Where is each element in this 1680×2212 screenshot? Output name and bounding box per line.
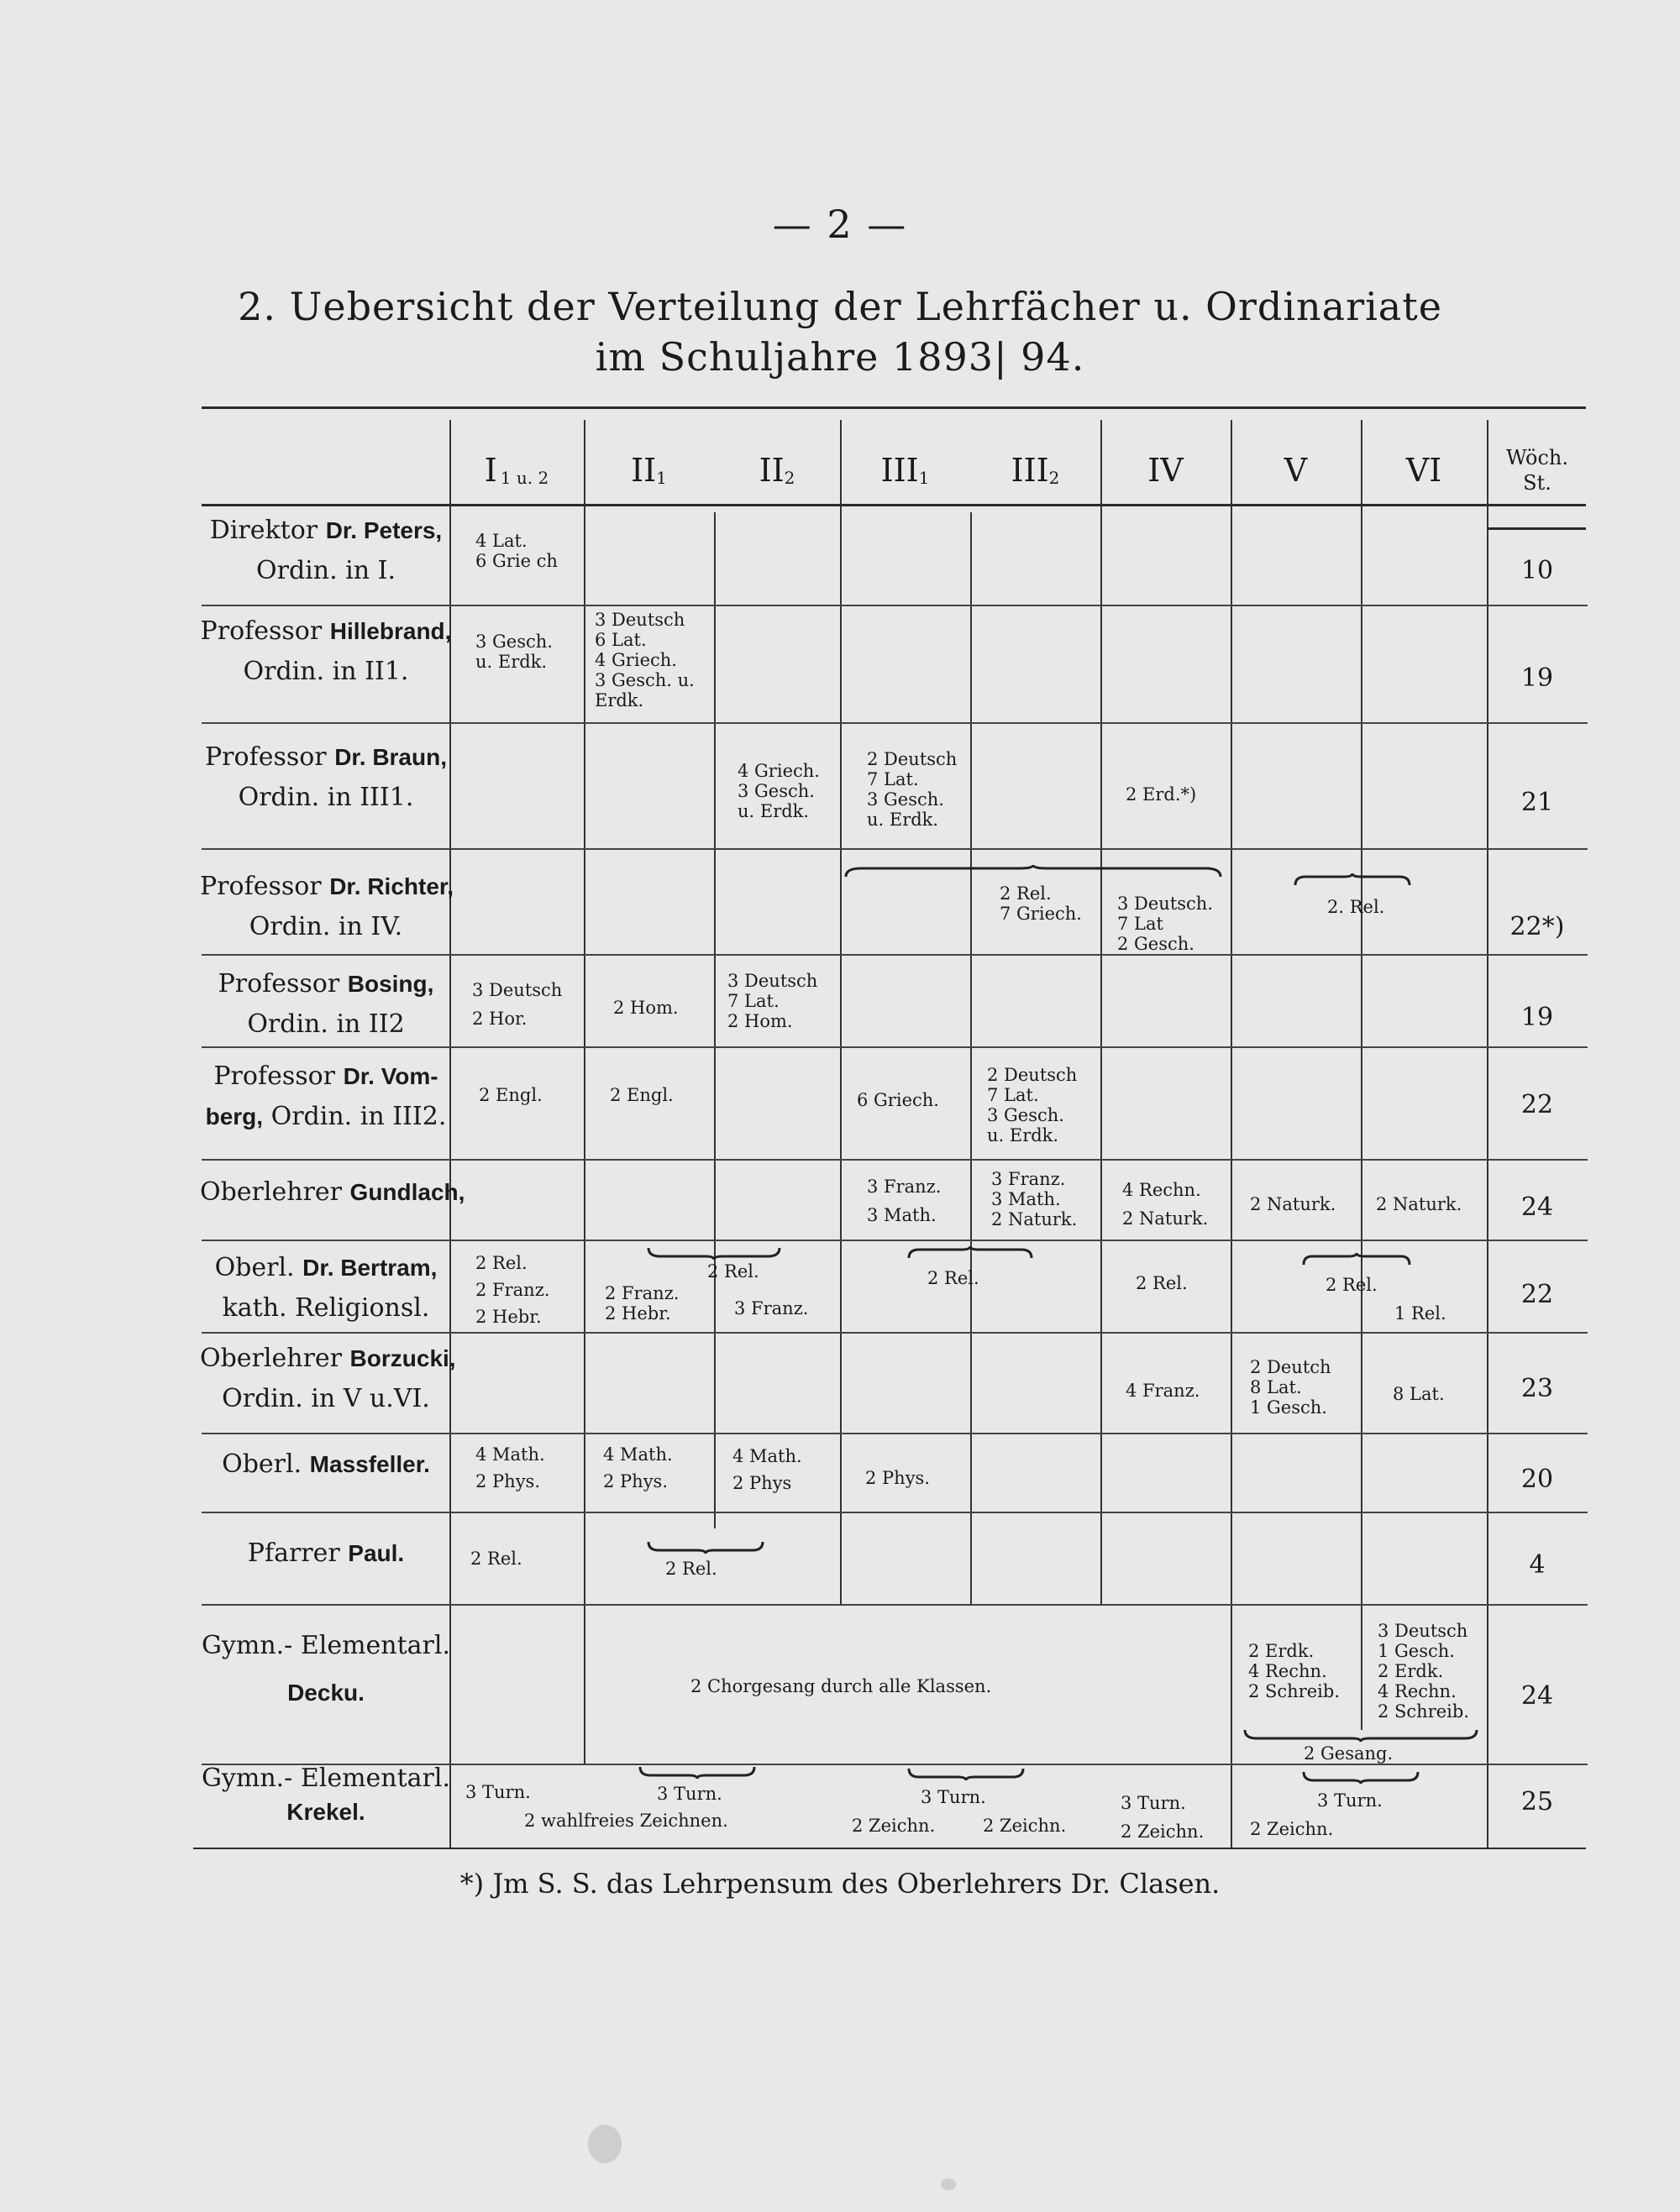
cell-line: 4 Rechn.	[1378, 1681, 1457, 1701]
brace-paul-II	[647, 1538, 764, 1554]
cell-vomberg-III2	[987, 1065, 1077, 1145]
cell-line: 2 Hebr.	[475, 1307, 542, 1327]
cell-line: 2 Rel.	[1136, 1273, 1188, 1293]
teacher-role: Ordin. in V u.VI.	[222, 1384, 430, 1413]
brace-krekel-II	[638, 1764, 756, 1779]
cell-krekel-I	[465, 1782, 531, 1802]
cell-richter-III2	[1000, 883, 1082, 924]
cell-bertram-II2	[734, 1298, 808, 1318]
column-header-VI: VI	[1405, 452, 1442, 489]
cell-line: 2 Gesang.	[1304, 1743, 1394, 1764]
cell-line: 2 Schreib.	[1248, 1681, 1341, 1701]
brace-richter-III-IV	[844, 865, 1222, 880]
cell-line: 3 Deutsch	[472, 980, 563, 1000]
cell-line: 2 Gesch.	[1117, 934, 1194, 954]
cell-braun-IV	[1126, 784, 1196, 805]
cell-line: 2 Hom.	[727, 1011, 793, 1031]
cell-line: 2 Zeichn.	[1250, 1819, 1334, 1839]
hours-value: 25	[1520, 1787, 1554, 1816]
brace-decku-V-VI	[1243, 1727, 1478, 1742]
cell-line: 4 Griech.	[595, 650, 677, 670]
cell-line: 2 Engl.	[610, 1085, 674, 1105]
teacher-name: Dr. Peters,	[325, 517, 443, 543]
cell-line: 7 Lat.	[987, 1085, 1039, 1105]
cell-line: 7 Griech.	[1000, 904, 1082, 924]
column-header-III2-label: III	[1011, 452, 1049, 489]
cell-line: 3 Math.	[991, 1189, 1061, 1209]
column-header-II2	[714, 437, 840, 504]
teacher-bertram	[200, 1248, 452, 1329]
cell-massfeller-II2	[732, 1443, 802, 1497]
row-divider	[202, 1604, 1588, 1606]
cell-krekel-II-span	[657, 1784, 722, 1804]
cell-bosing-I	[472, 976, 562, 1033]
cell-line: 4 Rechn.	[1248, 1661, 1327, 1681]
row-divider	[202, 1512, 1588, 1513]
cell-line: 3 Turn.	[657, 1784, 722, 1804]
brace-bertram-III	[907, 1246, 1033, 1261]
cell-line: 2 Naturk.	[1250, 1194, 1336, 1214]
teacher-name: Decku.	[287, 1680, 365, 1706]
bottom-rule	[193, 1848, 1586, 1849]
cell-bertram-II1	[605, 1283, 679, 1324]
cell-krekel-III1	[852, 1816, 935, 1836]
cell-line: 3 Gesch. u.	[595, 670, 695, 690]
row-divider	[202, 605, 1588, 606]
cell-krekel-V-VI-span	[1317, 1790, 1383, 1811]
teacher-line	[200, 1056, 452, 1097]
teacher-borzucki	[200, 1339, 456, 1419]
teacher-name: berg,	[205, 1103, 264, 1130]
cell-line: 2 Rel.	[1326, 1275, 1378, 1295]
teacher-decku	[200, 1622, 452, 1717]
teacher-name: Dr. Richter,	[329, 873, 454, 899]
row-divider	[202, 848, 1588, 850]
hours-value: 22*)	[1509, 912, 1565, 941]
cell-line: u. Erdk.	[475, 652, 548, 672]
cell-line: 2 Zeichn.	[1121, 1821, 1205, 1842]
paper-stain	[588, 2125, 622, 2163]
hours-value: 23	[1520, 1374, 1554, 1403]
brace-krekel-V-VI	[1302, 1769, 1420, 1784]
cell-line: 3 Gesch.	[987, 1105, 1064, 1125]
cell-line: 2 Deutsch	[867, 749, 958, 769]
hours-value: 19	[1520, 1003, 1554, 1032]
brace-krekel-III	[907, 1765, 1025, 1780]
column-header-II1-sub: 1	[656, 468, 667, 488]
teacher-line	[200, 1339, 456, 1379]
cell-vomberg-I	[479, 1085, 543, 1105]
cell-line: 3 Turn.	[921, 1787, 986, 1807]
cell-line: 2 Schreib.	[1378, 1701, 1470, 1722]
teacher-title: Professor	[205, 742, 335, 772]
hours-value: 4	[1529, 1550, 1546, 1580]
cell-line: 4 Franz.	[1126, 1381, 1200, 1401]
cell-line: 2 Zeichn.	[983, 1816, 1067, 1836]
teacher-name: Bosing,	[347, 971, 434, 997]
cell-line: 2 Phys.	[865, 1468, 931, 1488]
hours-value: 22	[1520, 1280, 1554, 1309]
teacher-role: Ordin. in III1.	[238, 783, 414, 812]
cell-peters-I	[475, 531, 558, 571]
teacher-title: Professor	[200, 872, 330, 901]
column-header-III2	[970, 437, 1100, 504]
cell-braun-II2	[738, 761, 820, 821]
teacher-line	[200, 1097, 452, 1137]
cell-line: 3 Deutsch.	[1117, 894, 1214, 914]
cell-massfeller-I	[475, 1441, 545, 1495]
cell-krekel-IV	[1121, 1789, 1204, 1846]
cell-gundlach-IV	[1122, 1176, 1208, 1233]
teacher-line	[200, 611, 452, 652]
cell-line: 2 Deutsch	[987, 1065, 1078, 1085]
cell-line: 6 Griech.	[857, 1090, 939, 1110]
cell-hillebrand-I	[475, 632, 553, 672]
teacher-line	[200, 1444, 452, 1485]
column-divider	[714, 512, 716, 1528]
teacher-massfeller	[200, 1444, 452, 1485]
cell-decku-VI	[1378, 1621, 1469, 1722]
cell-line: 3 Franz.	[991, 1169, 1066, 1189]
column-header-IV: IV	[1147, 452, 1184, 489]
cell-bertram-II-span	[707, 1261, 759, 1282]
teacher-title: Professor	[218, 969, 348, 999]
column-divider	[1231, 420, 1232, 1848]
column-divider	[1361, 420, 1362, 1730]
hours-value: 24	[1520, 1681, 1554, 1711]
cell-line: 2 Naturk.	[1376, 1194, 1462, 1214]
cell-gundlach-III2	[991, 1169, 1077, 1229]
cell-krekel-V	[1250, 1819, 1333, 1839]
cell-bertram-V-VI-span	[1326, 1275, 1378, 1295]
cell-line: 2 Rel.	[927, 1268, 979, 1288]
cell-line: 2 Hebr.	[605, 1303, 671, 1324]
cell-richter-IV	[1117, 894, 1213, 954]
cell-line: 3 Deutsch	[727, 971, 818, 991]
teacher-line	[200, 964, 452, 1004]
cell-paul-I	[470, 1549, 522, 1569]
footnote: *) Jm S. S. das Lehrpensum des Oberlehrers Dr. Clasen.	[459, 1868, 1221, 1900]
cell-line: 1 Rel.	[1394, 1303, 1446, 1324]
teacher-name: Massfeller.	[309, 1451, 430, 1477]
teacher-title: Oberlehrer	[200, 1344, 350, 1373]
cell-line: 2 Rel.	[707, 1261, 759, 1282]
cell-line: 2 Engl.	[479, 1085, 543, 1105]
row-divider	[202, 1159, 1588, 1161]
row-divider	[202, 954, 1588, 956]
cell-line: 2 Rel.	[470, 1549, 522, 1569]
teacher-title: Professor	[213, 1061, 344, 1091]
cell-gundlach-VI	[1376, 1194, 1462, 1214]
cell-line: 3 Franz.	[734, 1298, 809, 1318]
column-header-II1-label: II	[631, 452, 657, 489]
teacher-line	[200, 511, 452, 551]
teacher-role: Ordin. in II1.	[243, 657, 409, 686]
teacher-title: Gymn.- Elementarl.	[201, 1764, 451, 1793]
cell-paul-II-span	[665, 1559, 717, 1579]
cell-line: 3 Deutsch	[1378, 1621, 1468, 1641]
hours-value: 20	[1520, 1465, 1554, 1494]
row-divider	[202, 1332, 1588, 1334]
cell-bosing-II1	[613, 998, 679, 1018]
cell-line: 3 Turn.	[1121, 1793, 1186, 1813]
cell-line: 7 Lat.	[727, 991, 780, 1011]
column-header-III2-sub: 2	[1048, 468, 1060, 488]
top-rule	[202, 406, 1586, 409]
cell-line: 2 Franz.	[475, 1280, 550, 1300]
cell-line: 2 Erdk.	[1248, 1641, 1315, 1661]
cell-bertram-III-span	[927, 1268, 979, 1288]
teacher-role: Ordin. in IV.	[249, 912, 403, 941]
teacher-title: Direktor	[209, 516, 326, 545]
teacher-richter	[200, 867, 452, 947]
cell-line: 2 Rel.	[475, 1253, 528, 1273]
teacher-name: Krekel.	[286, 1799, 365, 1825]
column-header-II1	[584, 437, 714, 504]
teacher-name: Paul.	[348, 1540, 405, 1566]
cell-borzucki-V	[1250, 1357, 1331, 1418]
cell-line: 3 Franz.	[867, 1177, 942, 1197]
column-divider	[1100, 420, 1102, 1604]
teacher-hillebrand	[200, 611, 452, 692]
teacher-role: Ordin. in III2.	[263, 1102, 447, 1131]
cell-bertram-I	[475, 1250, 549, 1330]
row-divider	[202, 722, 1588, 724]
cell-borzucki-VI	[1393, 1384, 1445, 1404]
cell-richter-V-VI	[1327, 897, 1384, 917]
teacher-line	[200, 867, 452, 907]
cell-line: 2 Rel.	[1000, 883, 1052, 904]
column-divider	[840, 420, 842, 1604]
cell-line: 2 Hom.	[613, 998, 679, 1018]
cell-line: 2 Deutch	[1250, 1357, 1331, 1377]
cell-line: 3 Deutsch	[595, 610, 685, 630]
cell-line: 3 Gesch.	[738, 781, 815, 801]
cell-krekel-I-II-span	[524, 1811, 728, 1831]
cell-line: 2 Hor.	[472, 1009, 528, 1029]
column-header-III1-label: III	[880, 452, 919, 489]
teacher-name: Gundlach,	[349, 1179, 465, 1205]
cell-line: 6 Lat.	[595, 630, 647, 650]
cell-vomberg-II1	[610, 1085, 674, 1105]
column-header-hours	[1487, 437, 1588, 504]
brace-richter-V-VI	[1294, 873, 1411, 888]
cell-line: 2 Franz.	[605, 1283, 680, 1303]
row-divider	[202, 1046, 1588, 1048]
teacher-name: Borzucki,	[349, 1345, 456, 1371]
cell-gundlach-III1	[867, 1172, 941, 1229]
cell-line: 2 wahlfreies Zeichnen.	[524, 1811, 728, 1831]
cell-line: 2 Naturk.	[1122, 1208, 1209, 1229]
header-rule-right	[1487, 527, 1586, 530]
hours-value: 10	[1520, 556, 1554, 585]
column-divider	[1487, 420, 1488, 1848]
cell-line: u. Erdk.	[738, 801, 810, 821]
cell-decku-all	[690, 1676, 991, 1696]
teacher-title: Oberl.	[222, 1449, 310, 1479]
cell-line: 8 Lat.	[1250, 1377, 1302, 1397]
teacher-name: Hillebrand,	[329, 618, 452, 644]
hours-value: 22	[1520, 1090, 1554, 1119]
row-divider	[202, 1433, 1588, 1434]
teacher-role: Ordin. in I.	[256, 556, 396, 585]
cell-line: 2 Rel.	[665, 1559, 717, 1579]
cell-line: 7 Lat	[1117, 914, 1163, 934]
cell-line: 2 Erdk.	[1378, 1661, 1444, 1681]
cell-line: 4 Rechn.	[1122, 1180, 1201, 1200]
column-header-hours-line2: St.	[1523, 471, 1551, 495]
teacher-title: Professor	[200, 616, 330, 646]
column-header-I	[449, 437, 584, 504]
cell-line: 4 Math.	[475, 1444, 545, 1465]
hours-value: 21	[1520, 788, 1554, 817]
column-divider	[584, 420, 585, 1764]
teacher-role: Ordin. in II2	[247, 1009, 405, 1039]
page-subtitle: im Schuljahre 1893| 94.	[595, 334, 1085, 380]
cell-line: 4 Lat.	[475, 531, 528, 551]
teacher-name: Dr. Braun,	[334, 744, 447, 770]
column-header-I-label: I	[484, 452, 497, 489]
cell-bertram-IV	[1136, 1273, 1188, 1293]
cell-decku-V-VI-span	[1304, 1743, 1393, 1764]
hours-value: 24	[1520, 1192, 1554, 1222]
teacher-role: kath. Religionsl.	[222, 1293, 430, 1323]
cell-bertram-VI	[1394, 1303, 1446, 1324]
teacher-peters	[200, 511, 452, 591]
teacher-title: Pfarrer	[247, 1538, 349, 1568]
cell-line: 2 Phys.	[603, 1471, 669, 1491]
cell-bosing-II2	[727, 971, 817, 1031]
cell-line: 3 Math.	[867, 1205, 937, 1225]
cell-line: 2 Naturk.	[991, 1209, 1078, 1229]
cell-line: 1 Gesch.	[1250, 1397, 1327, 1418]
cell-line: 2 Erd.*)	[1126, 784, 1197, 805]
cell-massfeller-III1	[865, 1468, 930, 1488]
cell-decku-V	[1248, 1641, 1340, 1701]
teacher-title: Oberl.	[214, 1253, 303, 1282]
cell-line: 3 Turn.	[1317, 1790, 1383, 1811]
teacher-line	[200, 1533, 452, 1574]
cell-line: 8 Lat.	[1393, 1384, 1445, 1404]
cell-vomberg-III1	[857, 1090, 939, 1110]
cell-hillebrand-II1	[595, 610, 695, 710]
column-header-V: V	[1284, 452, 1308, 489]
teacher-name: Dr. Bertram,	[302, 1255, 438, 1281]
header-rule	[202, 504, 1586, 506]
cell-line: 2 Zeichn.	[852, 1816, 936, 1836]
cell-line: 2 Phys	[732, 1473, 792, 1493]
teacher-gundlach	[200, 1172, 465, 1213]
page-number: — 2 —	[772, 202, 908, 247]
cell-krekel-III-span	[921, 1787, 986, 1807]
cell-line: 6 Grie ch	[475, 551, 558, 571]
teacher-vomberg	[200, 1056, 452, 1137]
cell-line: u. Erdk.	[987, 1125, 1059, 1145]
paper-stain	[941, 2178, 956, 2190]
cell-massfeller-II1	[603, 1441, 673, 1495]
teacher-name: Dr. Vom-	[343, 1063, 438, 1089]
column-header-hours-line1: Wöch.	[1505, 446, 1568, 469]
cell-line: 7 Lat.	[867, 769, 919, 789]
cell-line: 3 Gesch.	[867, 789, 944, 810]
teacher-line	[200, 737, 452, 778]
cell-line: 3 Gesch.	[475, 632, 553, 652]
cell-borzucki-IV	[1126, 1381, 1200, 1401]
column-header-III1-sub: 1	[918, 468, 930, 488]
teacher-paul	[200, 1533, 452, 1574]
cell-line: 4 Griech.	[738, 761, 820, 781]
cell-line: 2 Chorgesang durch alle Klassen.	[690, 1676, 992, 1696]
cell-line: 4 Math.	[603, 1444, 673, 1465]
column-header-II2-sub: 2	[784, 468, 795, 488]
column-header-III1	[840, 437, 970, 504]
cell-krekel-III2	[983, 1816, 1066, 1836]
teacher-braun	[200, 737, 452, 818]
column-divider	[970, 512, 972, 1604]
page-title: 2. Uebersicht der Verteilung der Lehrfächer u. Ordinariate	[238, 284, 1442, 329]
cell-line: u. Erdk.	[867, 810, 939, 830]
cell-line: 2. Rel.	[1327, 897, 1385, 917]
brace-bertram-V-VI	[1302, 1253, 1411, 1268]
teacher-bosing	[200, 964, 452, 1045]
teacher-line	[200, 1248, 452, 1288]
cell-line: 2 Phys.	[475, 1471, 541, 1491]
cell-line: 3 Turn.	[465, 1782, 531, 1802]
row-divider	[202, 1240, 1588, 1241]
hours-value: 19	[1520, 663, 1554, 693]
column-header-I-sub: 1 u. 2	[500, 468, 549, 488]
cell-line: 4 Math.	[732, 1446, 802, 1466]
cell-braun-III1	[867, 749, 957, 830]
cell-line: Erdk.	[595, 690, 644, 710]
brace-bertram-II	[647, 1245, 781, 1260]
teacher-line	[200, 1172, 465, 1213]
teacher-title: Oberlehrer	[200, 1177, 350, 1207]
cell-gundlach-V	[1250, 1194, 1336, 1214]
teacher-krekel	[200, 1762, 452, 1829]
cell-line: 1 Gesch.	[1378, 1641, 1455, 1661]
teacher-title: Gymn.- Elementarl.	[201, 1631, 451, 1660]
column-header-II2-label: II	[759, 452, 785, 489]
